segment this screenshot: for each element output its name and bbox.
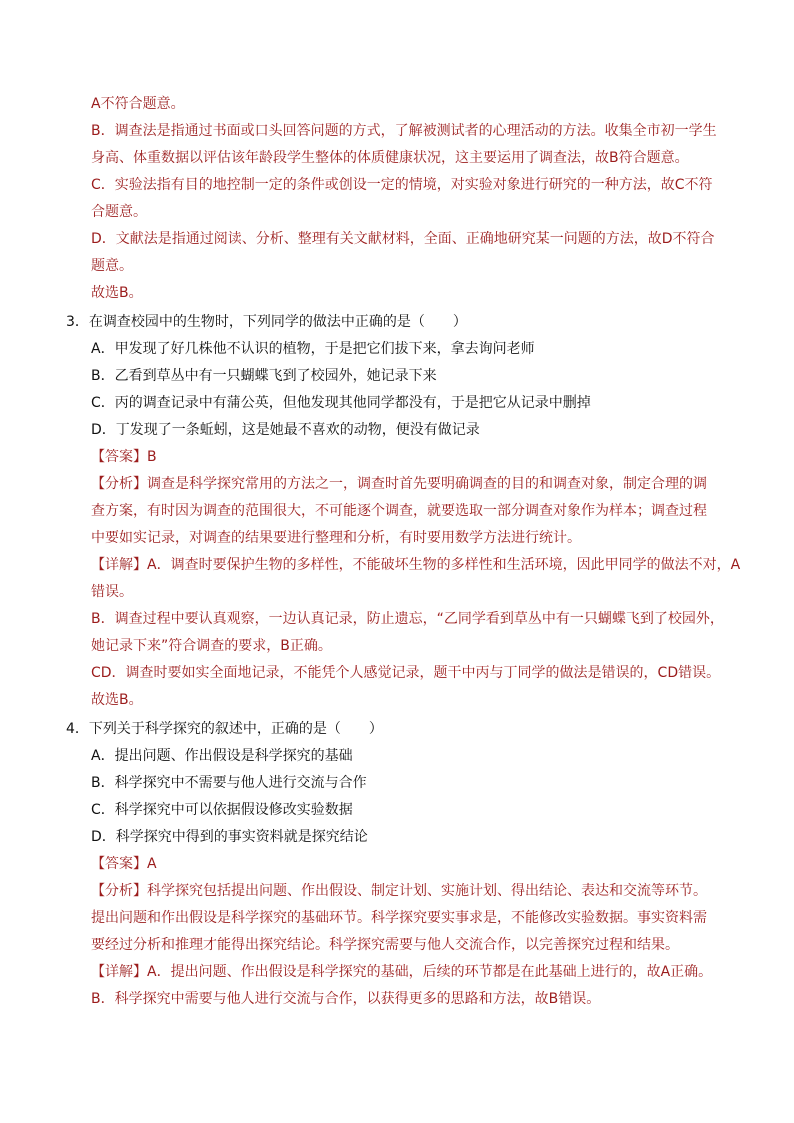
q3-analysis-line1 [91, 474, 707, 494]
q4-option-a: A．提出问题、作出假设是科学探究的基础 [91, 748, 353, 764]
q2-conclusion: 故选B。 [91, 285, 143, 301]
q4-option-b: B．科学探究中不需要与他人进行交流与合作 [91, 775, 367, 791]
q2-option-d-line2: 题意。 [91, 258, 133, 274]
q3-analysis-line2: 查方案，有时因为调查的范围很大，不可能逐个调查，就要选取一部分调查对象作为样本；调查过程 [91, 503, 707, 519]
q2-option-d-line1: D．文献法是指通过阅读、分析、整理有关文献材料，全面、正确地研究某一问题的方法，故D不符合 [91, 231, 715, 247]
answer-tag: 【答案】 [91, 856, 147, 872]
detail-text: A．提出问题、作出假设是科学探究的基础，后续的环节都是在此基础上进行的，故A正确。 [147, 964, 713, 980]
analysis-tag: 【分析】 [91, 883, 147, 899]
q2-option-b-line2: 身高、体重数据以评估该年龄段学生整体的体质健康状况，这主要运用了调查法，故B符合题意。 [91, 150, 689, 166]
q2-option-c-line1: C．实验法指有目的地控制一定的条件或创设一定的情境，对实验对象进行研究的一种方法，故C不符 [91, 177, 713, 193]
q3-conclusion: 故选B。 [91, 692, 143, 708]
q4-option-c: C．科学探究中可以依据假设修改实验数据 [91, 802, 353, 818]
q3-option-a: A．甲发现了好几株他不认识的植物，于是把它们拔下来，拿去询问老师 [91, 341, 535, 357]
q3-option-c: C．丙的调查记录中有蒲公英，但他发现其他同学都没有，于是把它从记录中删掉 [91, 395, 591, 411]
q4-detail-b: B．科学探究中需要与他人进行交流与合作，以获得更多的思路和方法，故B错误。 [91, 991, 601, 1007]
q3-option-d: D．丁发现了一条蚯蚓，这是她最不喜欢的动物，便没有做记录 [91, 422, 480, 438]
analysis-text: 科学探究包括提出问题、作出假设、制定计划、实施计划、得出结论、表达和交流等环节。 [147, 883, 707, 899]
q2-option-b-line1: B．调查法是指通过书面或口头回答问题的方式，了解被测试者的心理活动的方法。收集全市初一学生 [91, 123, 717, 139]
q4-option-d: D．科学探究中得到的事实资料就是探究结论 [91, 829, 368, 845]
q3-stem: 3．在调查校园中的生物时，下列同学的做法中正确的是（ ） [66, 314, 467, 330]
q3-detail-a-line1 [91, 555, 740, 575]
q3-detail-a-line2: 错误。 [91, 584, 133, 600]
q4-analysis-line3: 要经过分析和推理才能得出探究结论。科学探究需要与他人交流合作，以完善探究过程和结果。 [91, 937, 679, 953]
answer-tag: 【答案】 [91, 449, 147, 465]
q2-option-a-tail: A不符合题意。 [91, 96, 185, 112]
q3-detail-b-line1: B．调查过程中要认真观察，一边认真记录，防止遗忘，“乙同学看到草丛中有一只蝴蝶飞到了校园外， [91, 611, 724, 627]
q3-detail-b-line2: 她记录下来”符合调查的要求，B正确。 [91, 638, 332, 654]
q4-analysis-line1 [91, 881, 707, 901]
q3-option-b: B．乙看到草丛中有一只蝴蝶飞到了校园外，她记录下来 [91, 368, 437, 384]
answer-value: B [147, 449, 157, 465]
q4-stem: 4．下列关于科学探究的叙述中，正确的是（ ） [66, 721, 383, 737]
analysis-tag: 【分析】 [91, 476, 147, 492]
q4-analysis-line2: 提出问题和作出假设是科学探究的基础环节。科学探究要实事求是，不能修改实验数据。事实资料需 [91, 910, 707, 926]
q3-analysis-line3: 中要如实记录，对调查的结果要进行整理和分析，有时要用数学方法进行统计。 [91, 530, 581, 546]
detail-tag: 【详解】 [91, 964, 147, 980]
analysis-text: 调查是科学探究常用的方法之一，调查时首先要明确调查的目的和调查对象，制定合理的调 [147, 476, 707, 492]
answer-value: A [147, 856, 157, 872]
q3-answer [91, 447, 157, 467]
q4-detail-a [91, 962, 712, 982]
q2-option-c-line2: 合题意。 [91, 204, 147, 220]
detail-text: A．调查时要保护生物的多样性，不能破坏生物的多样性和生活环境，因此甲同学的做法不对，A [147, 557, 741, 573]
detail-tag: 【详解】 [91, 557, 147, 573]
q4-answer [91, 854, 157, 874]
q3-detail-cd: CD．调查时要如实全面地记录，不能凭个人感觉记录，题干中丙与丁同学的做法是错误的，CD错误。 [91, 665, 721, 681]
